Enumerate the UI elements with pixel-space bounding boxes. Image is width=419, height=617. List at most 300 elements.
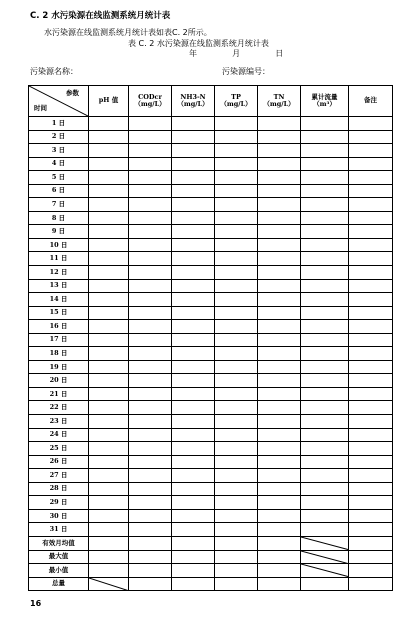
data-cell — [215, 252, 258, 266]
data-cell — [172, 523, 215, 537]
header-time-label: 时间 — [34, 103, 47, 112]
data-cell — [301, 293, 349, 307]
data-cell — [215, 550, 258, 564]
data-cell — [215, 455, 258, 469]
data-cell — [258, 144, 301, 158]
data-cell — [129, 428, 172, 442]
data-cell — [172, 157, 215, 171]
table-row — [29, 523, 393, 537]
data-cell — [172, 482, 215, 496]
diagonal-line — [301, 551, 348, 564]
crossed-out-cell — [301, 564, 349, 578]
data-cell — [215, 482, 258, 496]
table-row — [29, 157, 393, 171]
data-cell — [129, 347, 172, 361]
day-label: 日 — [275, 49, 284, 58]
data-cell — [301, 496, 349, 510]
header-corner-cell — [29, 86, 89, 117]
data-cell — [129, 387, 172, 401]
data-cell — [258, 550, 301, 564]
data-cell — [89, 455, 129, 469]
table-row — [29, 211, 393, 225]
data-cell — [89, 238, 129, 252]
data-cell — [349, 496, 393, 510]
data-cell — [301, 320, 349, 334]
data-cell — [301, 306, 349, 320]
day-label-cell: 15 日 — [29, 306, 89, 320]
data-cell — [172, 225, 215, 239]
data-cell — [172, 509, 215, 523]
data-cell — [301, 374, 349, 388]
table-row — [29, 347, 393, 361]
diagonal-line — [301, 537, 348, 550]
header-remarks: 备注 — [349, 86, 393, 117]
data-cell — [258, 415, 301, 429]
data-cell — [172, 130, 215, 144]
data-cell — [258, 374, 301, 388]
data-cell — [215, 564, 258, 578]
data-cell — [258, 306, 301, 320]
data-cell — [349, 157, 393, 171]
data-cell — [129, 401, 172, 415]
data-cell — [215, 293, 258, 307]
table-row — [29, 333, 393, 347]
data-cell — [129, 415, 172, 429]
header-cumulative-flow: 累计流量 （m³） — [301, 86, 349, 117]
day-label-cell: 16 日 — [29, 320, 89, 334]
data-cell — [215, 117, 258, 131]
data-cell — [172, 496, 215, 510]
day-label-cell: 22 日 — [29, 401, 89, 415]
table-row — [29, 415, 393, 429]
data-cell — [172, 469, 215, 483]
data-cell — [258, 482, 301, 496]
data-cell — [301, 198, 349, 212]
data-cell — [129, 523, 172, 537]
data-cell — [89, 523, 129, 537]
data-cell — [349, 130, 393, 144]
table-row — [29, 171, 393, 185]
day-label-cell: 28 日 — [29, 482, 89, 496]
data-cell — [129, 266, 172, 280]
data-cell — [349, 266, 393, 280]
table-header-row — [29, 86, 393, 117]
crossed-out-cell — [301, 536, 349, 550]
data-cell — [172, 536, 215, 550]
data-cell — [215, 577, 258, 591]
data-cell — [172, 320, 215, 334]
data-cell — [172, 279, 215, 293]
table-row — [29, 401, 393, 415]
data-cell — [258, 333, 301, 347]
data-cell — [349, 482, 393, 496]
table-row — [29, 442, 393, 456]
data-cell — [89, 211, 129, 225]
day-label-cell: 5 日 — [29, 171, 89, 185]
data-cell — [129, 279, 172, 293]
data-cell — [301, 387, 349, 401]
data-cell — [258, 171, 301, 185]
data-cell — [172, 211, 215, 225]
data-cell — [349, 198, 393, 212]
data-cell — [258, 442, 301, 456]
day-label-cell: 3 日 — [29, 144, 89, 158]
data-cell — [258, 279, 301, 293]
data-cell — [89, 225, 129, 239]
data-cell — [258, 469, 301, 483]
data-cell — [301, 469, 349, 483]
data-cell — [172, 117, 215, 131]
data-cell — [301, 171, 349, 185]
table-row — [29, 496, 393, 510]
data-cell — [215, 333, 258, 347]
data-cell — [349, 171, 393, 185]
data-cell — [129, 157, 172, 171]
data-cell — [172, 144, 215, 158]
table-row — [29, 374, 393, 388]
data-cell — [301, 347, 349, 361]
data-cell — [129, 211, 172, 225]
data-cell — [349, 144, 393, 158]
data-cell — [129, 550, 172, 564]
data-cell — [349, 347, 393, 361]
data-cell — [215, 198, 258, 212]
data-cell — [215, 144, 258, 158]
data-cell — [349, 360, 393, 374]
day-label-cell: 29 日 — [29, 496, 89, 510]
data-cell — [215, 279, 258, 293]
data-cell — [258, 211, 301, 225]
table-row — [29, 130, 393, 144]
data-cell — [349, 577, 393, 591]
table-row — [29, 428, 393, 442]
data-cell — [89, 469, 129, 483]
data-cell — [215, 496, 258, 510]
data-cell — [89, 509, 129, 523]
data-cell — [349, 252, 393, 266]
summary-row — [29, 536, 393, 550]
section-heading: C. 2 水污染源在线监测系统月统计表 — [30, 11, 171, 21]
data-cell — [89, 252, 129, 266]
summary-row — [29, 564, 393, 578]
data-cell — [89, 266, 129, 280]
table-row — [29, 306, 393, 320]
data-cell — [301, 333, 349, 347]
data-cell — [349, 509, 393, 523]
data-cell — [258, 117, 301, 131]
data-cell — [301, 401, 349, 415]
month-label: 月 — [232, 49, 241, 58]
header-cod: CODcr （mg/L） — [129, 86, 172, 117]
table-row — [29, 144, 393, 158]
data-cell — [129, 320, 172, 334]
data-cell — [129, 225, 172, 239]
crossed-out-cell — [89, 577, 129, 591]
header-param-label: 参数 — [66, 89, 79, 97]
day-label-cell: 4 日 — [29, 157, 89, 171]
day-label-cell: 14 日 — [29, 293, 89, 307]
data-cell — [215, 509, 258, 523]
data-cell — [301, 130, 349, 144]
table-row — [29, 469, 393, 483]
table-caption: 表 C. 2 水污染源在线监测系统月统计表 — [128, 39, 269, 48]
data-cell — [349, 279, 393, 293]
data-cell — [258, 238, 301, 252]
data-cell — [172, 238, 215, 252]
data-cell — [129, 577, 172, 591]
day-label-cell: 17 日 — [29, 333, 89, 347]
day-label-cell: 25 日 — [29, 442, 89, 456]
data-cell — [129, 238, 172, 252]
data-cell — [349, 225, 393, 239]
data-cell — [215, 387, 258, 401]
day-label-cell: 1 日 — [29, 117, 89, 131]
data-cell — [349, 293, 393, 307]
day-label-cell: 6 日 — [29, 184, 89, 198]
data-cell — [349, 374, 393, 388]
data-cell — [172, 347, 215, 361]
data-cell — [172, 306, 215, 320]
data-cell — [301, 279, 349, 293]
table-row — [29, 266, 393, 280]
data-cell — [172, 550, 215, 564]
data-cell — [258, 157, 301, 171]
data-cell — [215, 401, 258, 415]
data-cell — [215, 211, 258, 225]
data-cell — [215, 225, 258, 239]
data-cell — [301, 509, 349, 523]
data-cell — [89, 387, 129, 401]
summary-label-cell: 总量 — [29, 577, 89, 591]
data-cell — [215, 238, 258, 252]
data-cell — [129, 509, 172, 523]
diagonal-line — [301, 564, 348, 577]
data-cell — [89, 157, 129, 171]
header-nh3n: NH3-N （mg/L） — [172, 86, 215, 117]
data-cell — [349, 469, 393, 483]
data-cell — [215, 360, 258, 374]
day-label-cell: 2 日 — [29, 130, 89, 144]
data-cell — [172, 564, 215, 578]
data-cell — [258, 387, 301, 401]
header-ph: pH 值 — [89, 86, 129, 117]
data-cell — [258, 577, 301, 591]
data-cell — [258, 523, 301, 537]
day-label-cell: 20 日 — [29, 374, 89, 388]
table-row — [29, 198, 393, 212]
data-cell — [215, 184, 258, 198]
data-cell — [89, 320, 129, 334]
data-cell — [349, 550, 393, 564]
data-cell — [172, 266, 215, 280]
data-cell — [172, 455, 215, 469]
data-cell — [215, 171, 258, 185]
data-cell — [349, 211, 393, 225]
data-cell — [172, 333, 215, 347]
year-label: 年 — [189, 49, 197, 58]
data-cell — [129, 306, 172, 320]
data-cell — [301, 442, 349, 456]
data-cell — [349, 442, 393, 456]
table-row — [29, 238, 393, 252]
data-cell — [172, 293, 215, 307]
year-month-day-line — [189, 48, 283, 59]
data-cell — [349, 564, 393, 578]
summary-row — [29, 577, 393, 591]
data-cell — [89, 401, 129, 415]
data-cell — [129, 252, 172, 266]
table-row — [29, 387, 393, 401]
data-cell — [129, 117, 172, 131]
header-tp: TP （mg/L） — [215, 86, 258, 117]
data-cell — [89, 117, 129, 131]
data-cell — [301, 211, 349, 225]
data-cell — [89, 184, 129, 198]
data-cell — [349, 333, 393, 347]
data-cell — [89, 536, 129, 550]
data-cell — [349, 320, 393, 334]
data-cell — [258, 184, 301, 198]
data-cell — [258, 428, 301, 442]
data-cell — [258, 130, 301, 144]
day-label-cell: 23 日 — [29, 415, 89, 429]
table-row — [29, 252, 393, 266]
data-cell — [215, 469, 258, 483]
data-cell — [89, 360, 129, 374]
data-cell — [172, 171, 215, 185]
data-cell — [349, 401, 393, 415]
table-row — [29, 320, 393, 334]
data-cell — [258, 496, 301, 510]
data-cell — [129, 442, 172, 456]
data-cell — [258, 225, 301, 239]
table-row — [29, 360, 393, 374]
data-cell — [258, 198, 301, 212]
data-cell — [301, 428, 349, 442]
data-cell — [301, 266, 349, 280]
data-cell — [172, 184, 215, 198]
diagonal-line — [89, 578, 128, 591]
data-cell — [89, 347, 129, 361]
data-cell — [258, 564, 301, 578]
data-cell — [215, 374, 258, 388]
data-cell — [258, 401, 301, 415]
crossed-out-cell — [301, 550, 349, 564]
data-cell — [301, 225, 349, 239]
table-row — [29, 117, 393, 131]
summary-label-cell: 有效月均值 — [29, 536, 89, 550]
day-label-cell: 19 日 — [29, 360, 89, 374]
day-label-cell: 12 日 — [29, 266, 89, 280]
data-cell — [129, 564, 172, 578]
data-cell — [89, 306, 129, 320]
data-cell — [258, 266, 301, 280]
data-cell — [89, 415, 129, 429]
data-cell — [301, 238, 349, 252]
data-cell — [258, 509, 301, 523]
day-label-cell: 11 日 — [29, 252, 89, 266]
table-row — [29, 279, 393, 293]
data-cell — [349, 117, 393, 131]
data-cell — [215, 157, 258, 171]
source-name-label: 污染源名称： — [30, 67, 78, 76]
data-cell — [349, 455, 393, 469]
data-cell — [215, 130, 258, 144]
data-cell — [129, 333, 172, 347]
table-row — [29, 455, 393, 469]
day-label-cell: 18 日 — [29, 347, 89, 361]
data-cell — [215, 442, 258, 456]
data-cell — [301, 144, 349, 158]
day-label-cell: 27 日 — [29, 469, 89, 483]
data-cell — [172, 374, 215, 388]
data-cell — [258, 252, 301, 266]
data-cell — [349, 536, 393, 550]
data-cell — [172, 442, 215, 456]
data-cell — [258, 320, 301, 334]
summary-label-cell: 最小值 — [29, 564, 89, 578]
data-cell — [172, 401, 215, 415]
data-cell — [129, 144, 172, 158]
data-cell — [301, 523, 349, 537]
data-cell — [172, 387, 215, 401]
data-cell — [89, 442, 129, 456]
data-cell — [258, 360, 301, 374]
data-cell — [89, 482, 129, 496]
data-cell — [172, 360, 215, 374]
data-cell — [215, 306, 258, 320]
data-cell — [172, 198, 215, 212]
data-cell — [301, 360, 349, 374]
data-cell — [301, 157, 349, 171]
data-cell — [258, 536, 301, 550]
data-cell — [89, 293, 129, 307]
data-cell — [89, 279, 129, 293]
data-cell — [258, 293, 301, 307]
data-cell — [89, 130, 129, 144]
data-cell — [301, 252, 349, 266]
data-cell — [129, 184, 172, 198]
table-row — [29, 509, 393, 523]
data-cell — [301, 577, 349, 591]
data-cell — [172, 428, 215, 442]
data-cell — [215, 320, 258, 334]
table-row — [29, 482, 393, 496]
data-cell — [258, 347, 301, 361]
table-row — [29, 225, 393, 239]
data-cell — [349, 184, 393, 198]
day-label-cell: 10 日 — [29, 238, 89, 252]
data-cell — [89, 144, 129, 158]
data-cell — [129, 198, 172, 212]
data-cell — [349, 387, 393, 401]
data-cell — [89, 496, 129, 510]
day-label-cell: 8 日 — [29, 211, 89, 225]
monthly-stats-table — [28, 85, 393, 591]
summary-label-cell: 最大值 — [29, 550, 89, 564]
data-cell — [172, 252, 215, 266]
data-cell — [89, 550, 129, 564]
data-cell — [89, 171, 129, 185]
data-cell — [301, 184, 349, 198]
data-cell — [215, 536, 258, 550]
summary-row — [29, 550, 393, 564]
day-label-cell: 24 日 — [29, 428, 89, 442]
data-cell — [89, 564, 129, 578]
data-cell — [89, 333, 129, 347]
data-cell — [89, 374, 129, 388]
source-number-label: 污染源编号： — [222, 67, 270, 76]
